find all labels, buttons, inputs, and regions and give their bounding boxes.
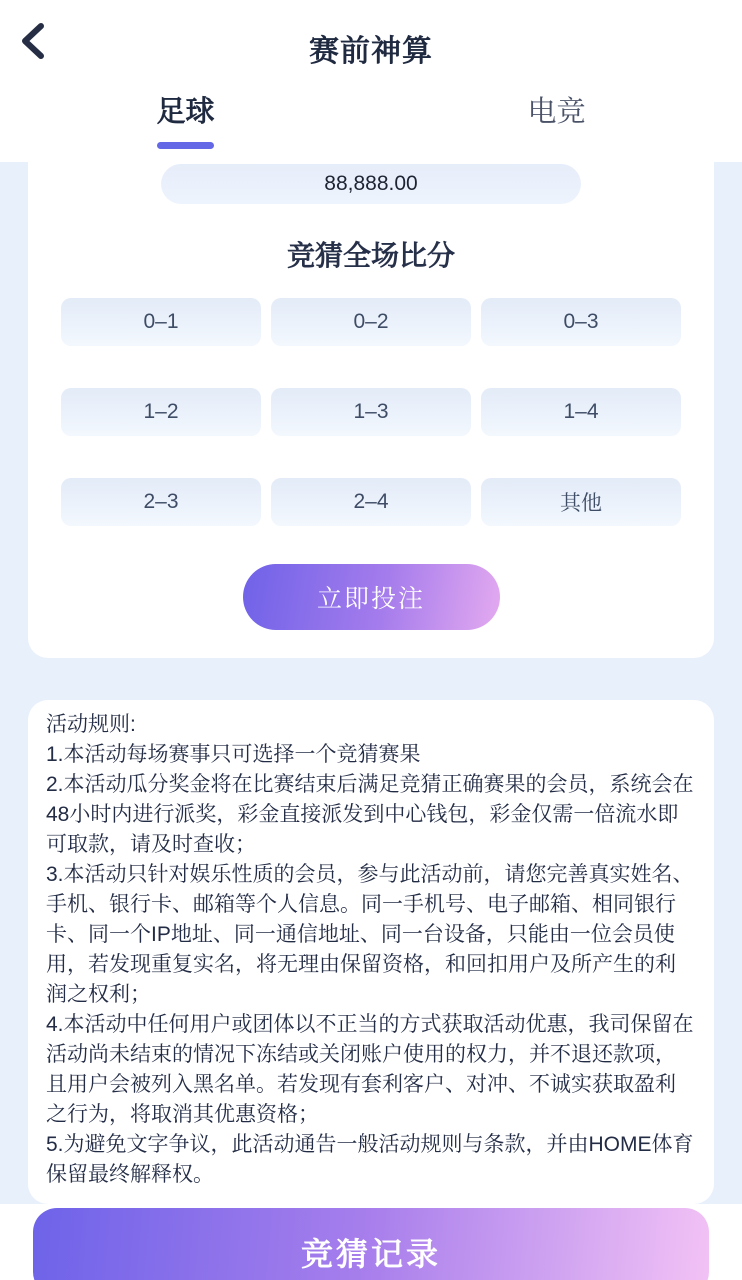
score-option-other[interactable]: 其他 xyxy=(481,478,681,526)
score-option-1-4[interactable]: 1–4 xyxy=(481,388,681,436)
prediction-record-button[interactable]: 竞猜记录 xyxy=(33,1208,709,1280)
rule-item-3: 3.本活动只针对娱乐性质的会员，参与此活动前，请您完善真实姓名、手机、银行卡、邮箱等个人信息。同一手机号、电子邮箱、相同银行卡、同一个IP地址、同一通信地址、同一台设备，只能由一位会员使用，若发现重复实名，将无理由保留资格，和回扣用户及所产生的利润之权利； xyxy=(46,863,694,1006)
bet-now-button[interactable]: 立即投注 xyxy=(243,564,500,630)
bet-amount-input[interactable] xyxy=(161,164,581,204)
page-title: 赛前神算 xyxy=(309,35,433,68)
tab-inactive-underline xyxy=(528,142,585,149)
content-area xyxy=(0,162,742,1204)
score-section-heading: 竞猜全场比分 xyxy=(286,240,455,271)
bet-card xyxy=(28,162,714,658)
back-button[interactable] xyxy=(10,20,54,64)
score-option-0-1[interactable]: 0–1 xyxy=(61,298,261,346)
back-chevron-icon xyxy=(19,22,45,63)
rules-title: 活动规则: xyxy=(46,713,136,736)
score-option-1-2[interactable]: 1–2 xyxy=(61,388,261,436)
score-option-0-3[interactable]: 0–3 xyxy=(481,298,681,346)
rule-item-4: 4.本活动中任何用户或团体以不正当的方式获取活动优惠，我司保留在活动尚未结束的情况下冻结或关闭账户使用的权力，并不退还款项，且用户会被列入黑名单。若发现有套利客户、对冲、不诚实获取盈利之行为，将取消其优惠资格； xyxy=(46,1013,694,1126)
tab-bar xyxy=(0,94,742,149)
rule-item-1: 1.本活动每场赛事只可选择一个竞猜赛果 xyxy=(46,743,421,766)
header xyxy=(0,0,742,162)
score-option-1-3[interactable]: 1–3 xyxy=(271,388,471,436)
tab-esports-label: 电竞 xyxy=(527,96,586,128)
score-option-0-2[interactable]: 0–2 xyxy=(271,298,471,346)
footer-bar xyxy=(0,1204,742,1280)
tab-active-underline xyxy=(157,142,214,149)
tab-football[interactable] xyxy=(0,94,371,149)
score-option-2-3[interactable]: 2–3 xyxy=(61,478,261,526)
score-option-2-4[interactable]: 2–4 xyxy=(271,478,471,526)
rule-item-2: 2.本活动瓜分奖金将在比赛结束后满足竞猜正确赛果的会员，系统会在48小时内进行派奖，彩金直接派发到中心钱包，彩金仅需一倍流水即可取款，请及时查收； xyxy=(46,773,694,856)
rules-card xyxy=(28,700,714,1204)
tab-football-label: 足球 xyxy=(156,96,215,128)
rule-item-5: 5.为避免文字争议，此活动通告一般活动规则与条款，并由HOME体育保留最终解释权。 xyxy=(46,1133,694,1186)
score-options-grid xyxy=(61,298,681,526)
tab-esports[interactable] xyxy=(371,94,742,149)
